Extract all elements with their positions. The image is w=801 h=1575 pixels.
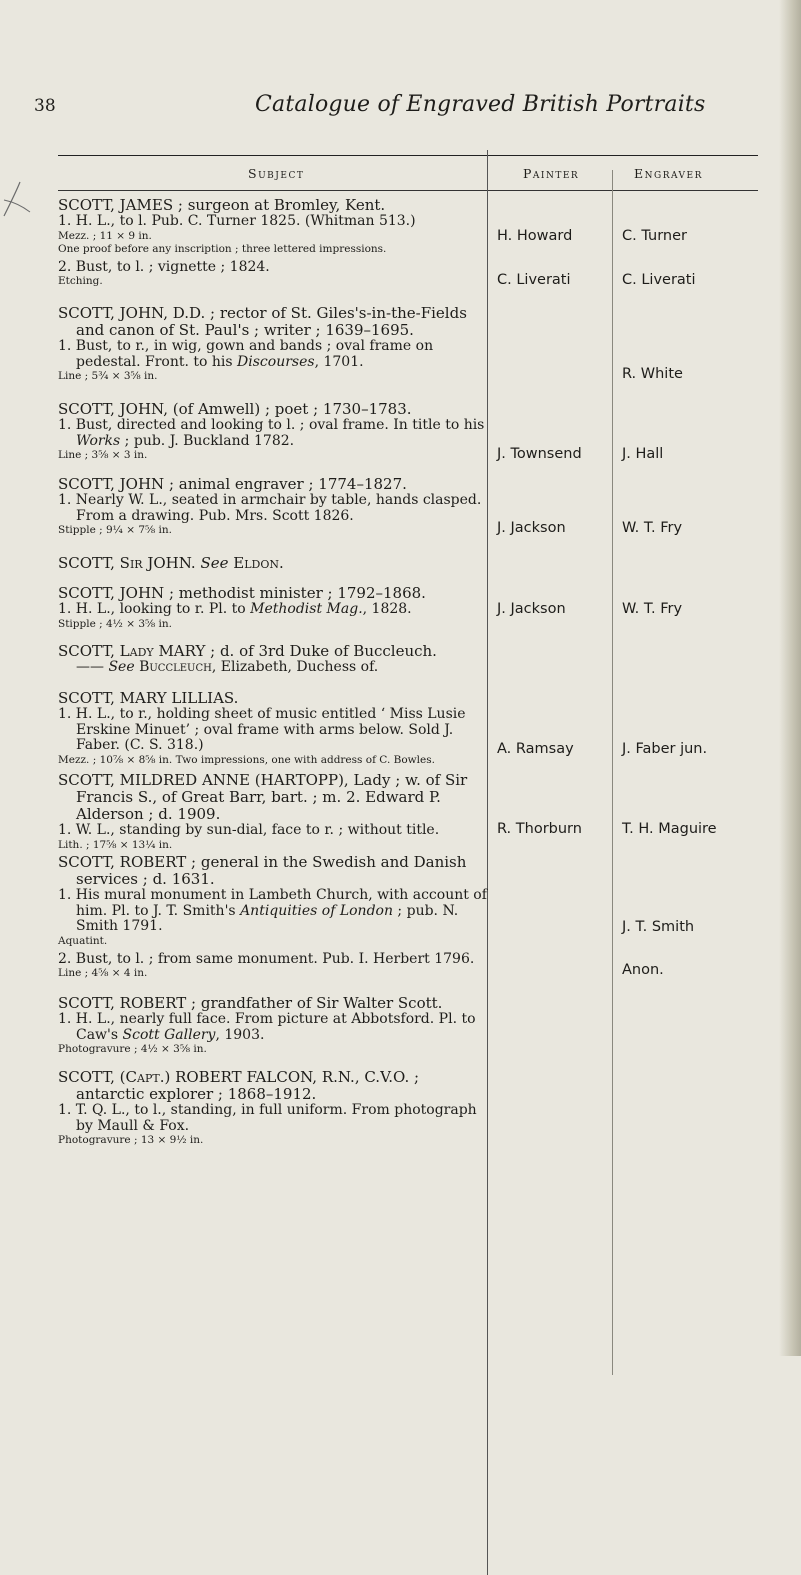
entry-item-note: Lith. ; 17⅝ × 13¼ in. bbox=[58, 838, 173, 851]
painter-name: R. Thorburn bbox=[497, 821, 582, 837]
engraver-name: T. H. Maguire bbox=[622, 821, 717, 837]
entry-item-text: 1. T. Q. L., to l., standing, in full uniform. From photograph by Maull & Fox. bbox=[58, 1102, 477, 1134]
entry-scott-lady-mary bbox=[58, 643, 488, 676]
column-divider-painter bbox=[612, 170, 613, 1375]
entry-scott-john-dd bbox=[58, 305, 488, 383]
work-title: Discourses bbox=[237, 353, 315, 370]
entry-item-note: Aquatint. bbox=[58, 934, 108, 947]
painter-name: J. Jackson bbox=[497, 601, 566, 617]
work-title: Works bbox=[76, 432, 121, 449]
entry-heading: SCOTT, JOHN ; animal engraver ; 1774–1827. bbox=[58, 475, 407, 493]
entry-scott-james bbox=[58, 197, 488, 288]
page-edge-shadow bbox=[779, 0, 801, 1356]
engraver-name: J. Hall bbox=[622, 446, 664, 462]
entry-item-note: Photogravure ; 13 × 9½ in. bbox=[58, 1134, 204, 1146]
painter-name: H. Howard bbox=[497, 228, 573, 244]
see-word: See bbox=[200, 554, 229, 572]
painter-name: J. Jackson bbox=[497, 520, 566, 536]
entry-item-note: One proof before any inscription ; three lettered impressions. bbox=[58, 242, 387, 255]
entry-scott-john-amwell bbox=[58, 401, 488, 462]
entry-item-note: Mezz. ; 11 × 9 in. bbox=[58, 229, 152, 242]
entry-item-note: Line ; 5¾ × 3⅝ in. bbox=[58, 370, 158, 382]
column-header-engraver: Engraver bbox=[634, 166, 703, 181]
entry-heading: SCOTT, JOHN, (of Amwell) ; poet ; 1730–1783. bbox=[58, 400, 412, 418]
pencil-check-mark bbox=[0, 180, 48, 220]
entry-item-note: Stipple ; 4½ × 3⅝ in. bbox=[58, 617, 172, 630]
entry-heading: SCOTT, JOHN ; methodist minister ; 1792–1868. bbox=[58, 584, 426, 602]
entry-heading: SCOTT, Lady MARY ; d. of 3rd Duke of Buccleuch. bbox=[58, 642, 437, 660]
engraver-name: W. T. Fry bbox=[622, 520, 683, 536]
entry-item-note: Stipple ; 9¼ × 7⅝ in. bbox=[58, 524, 172, 536]
entry-heading: SCOTT, JOHN, D.D. ; rector of St. Giles's-in-the-Fields and canon of St. Paul's ; writer ; 1639–1695. bbox=[58, 304, 467, 339]
entry-heading: SCOTT, ROBERT ; general in the Swedish and Danish services ; d. 1631. bbox=[58, 853, 467, 888]
entry-item-note: Mezz. ; 10⅞ × 8⅝ in. Two impressions, one with address of C. Bowles. bbox=[58, 753, 435, 766]
column-header-painter: Painter bbox=[523, 166, 580, 181]
entry-heading: SCOTT, (Capt.) ROBERT FALCON, R.N., C.V.O. ; antarctic explorer ; 1868–1912. bbox=[58, 1068, 420, 1103]
engraver-name: W. T. Fry bbox=[622, 601, 683, 617]
entry-scott-robert-general bbox=[58, 854, 488, 980]
entry-item-text: 1. His mural monument in Lambeth Church, with account of him. Pl. to J. T. Smith's Antiquities of London ; pub. N. Smith 1791. bbox=[58, 887, 487, 934]
work-title: Antiquities of London bbox=[240, 902, 393, 919]
painter-name: J. Townsend bbox=[497, 446, 582, 462]
entry-scott-robert-grandfather bbox=[58, 995, 488, 1056]
painter-name: A. Ramsay bbox=[497, 741, 574, 757]
entry-heading: SCOTT, MILDRED ANNE (HARTOPP), Lady ; w. of Sir Francis S., of Great Barr, bart. ; m. 2. Edward P. Alderson ; d. 1909. bbox=[58, 771, 468, 823]
cross-reference-line: —— See Buccleuch, Elizabeth, Duchess of. bbox=[76, 659, 379, 675]
table-top-rule bbox=[58, 155, 758, 156]
engraver-name: C. Turner bbox=[622, 228, 687, 244]
entry-item-note: Line ; 3⅝ × 3 in. bbox=[58, 449, 148, 461]
engraver-name: Anon. bbox=[622, 962, 664, 978]
engraver-name: R. White bbox=[622, 366, 683, 382]
entry-heading: SCOTT, ROBERT ; grandfather of Sir Walter Scott. bbox=[58, 994, 443, 1012]
entry-item-note: Line ; 4⅝ × 4 in. bbox=[58, 967, 148, 979]
entry-scott-john-methodist bbox=[58, 585, 488, 631]
work-title: Methodist Mag. bbox=[250, 601, 363, 617]
entry-item-text: 1. Nearly W. L., seated in armchair by table, hands clasped. From a drawing. Pub. Mrs. Scott 1826. bbox=[58, 492, 482, 524]
entry-item-note: Etching. bbox=[58, 275, 103, 287]
entry-heading: SCOTT, Sir JOHN. See Eldon. bbox=[58, 554, 284, 572]
entry-scott-robert-falcon bbox=[58, 1069, 488, 1147]
cross-reference: Eldon. bbox=[233, 554, 284, 572]
painter-name: C. Liverati bbox=[497, 272, 571, 288]
engraver-name: J. T. Smith bbox=[622, 919, 695, 935]
entry-item-text: 2. Bust, to l. ; vignette ; 1824. bbox=[58, 258, 270, 275]
entry-item-text: 1. Bust, to r., in wig, gown and bands ; oval frame on pedestal. Front. to his Discourses, 1701. bbox=[58, 338, 434, 370]
entry-item-text: 1. H. L., to l. Pub. C. Turner 1825. (Whitman 513.) bbox=[58, 213, 416, 229]
work-title: Scott Gallery bbox=[122, 1026, 216, 1043]
entry-item-note: Photogravure ; 4½ × 3⅝ in. bbox=[58, 1043, 207, 1055]
entry-item-text: 2. Bust, to l. ; from same monument. Pub. I. Herbert 1796. bbox=[58, 950, 475, 967]
engraver-name: J. Faber jun. bbox=[622, 741, 708, 757]
entry-item-text: 1. Bust, directed and looking to l. ; oval frame. In title to his Works ; pub. J. Buckland 1782. bbox=[58, 417, 485, 449]
entry-item-text: 1. H. L., to r., holding sheet of music entitled ‘ Miss Lusie Erskine Minuet’ ; oval frame with arms below. Sold J. Faber. (C. S. 318.) bbox=[58, 706, 466, 753]
entry-scott-mary-lillias bbox=[58, 690, 488, 767]
column-header-subject: Subject bbox=[248, 166, 305, 181]
entry-item-text: 1. H. L., nearly full face. From picture at Abbotsford. Pl. to Caw's Scott Gallery, 1903. bbox=[58, 1011, 476, 1043]
entry-item-text: 1. H. L., looking to r. Pl. to Methodist Mag., 1828. bbox=[58, 601, 412, 617]
entry-scott-mildred-anne bbox=[58, 772, 488, 852]
entry-item-text: 1. W. L., standing by sun-dial, face to r. ; without title. bbox=[58, 822, 440, 838]
page-number: 38 bbox=[34, 96, 56, 116]
running-head: Catalogue of Engraved British Portraits bbox=[255, 92, 706, 117]
engraver-name: C. Liverati bbox=[622, 272, 696, 288]
entry-heading: SCOTT, JAMES ; surgeon at Bromley, Kent. bbox=[58, 196, 386, 214]
table-header-rule bbox=[58, 190, 758, 191]
entry-heading: SCOTT, MARY LILLIAS. bbox=[58, 689, 239, 707]
entry-scott-john-engraver bbox=[58, 476, 488, 537]
entry-scott-sir-john bbox=[58, 555, 488, 572]
